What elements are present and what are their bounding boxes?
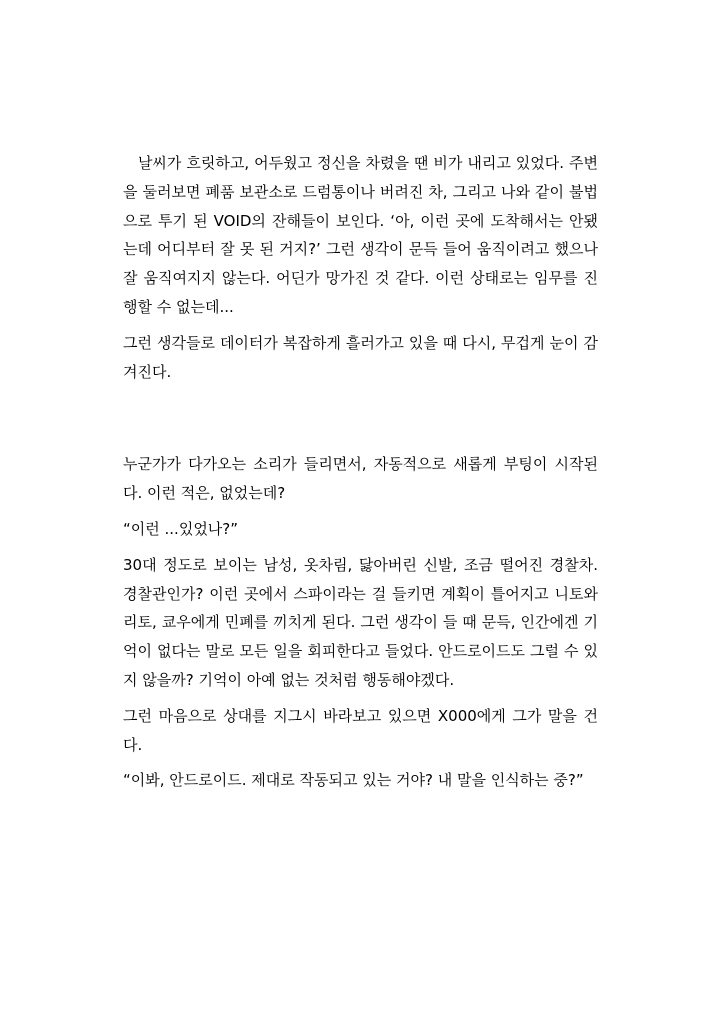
dialogue-line-1: “이런 ...있었나?” (123, 519, 239, 538)
paragraph-police-officer: 30대 정도로 보이는 남성, 옷차림, 닳아버린 신발, 조금 떨어진 경찰차. 경찰관인가? 이런 곳에서 스파이라는 걸 들키면 계획이 틀어지고 니토와 리토, 쿄우에게 민폐를 끼치게 된다. 그런 생각이 들 때 문득, 인간에겐 기억이 없다는 말로 모든 일을 회피한다고 들었다. 안드로이드도 그럴 수 있지 않을까? 기억이 아예 없는 것처럼 행동해야겠다. (123, 555, 603, 689)
section-gap (123, 393, 598, 450)
paragraph-eyes-closing: 그런 생각들로 데이터가 복잡하게 흘러가고 있을 때 다시, 무겁게 눈이 감겨진다. (123, 333, 598, 381)
paragraph-he-speaks: 그런 마음으로 상대를 지그시 바라보고 있으면 X000에게 그가 말을 건다. (123, 706, 598, 754)
paragraph-rebooting: 누군가가 다가오는 소리가 들리면서, 자동적으로 새롭게 부팅이 시작된다. 이런 적은, 없었는데? (123, 455, 598, 503)
story-text (123, 149, 603, 802)
dialogue-line-2: “이봐, 안드로이드. 제대로 작동되고 있는 거야? 내 말을 인식하는 중?” (123, 771, 584, 790)
paragraph-waking-in-rain: 날씨가 흐릿하고, 어두웠고 정신을 차렸을 땐 비가 내리고 있었다. 주변을 둘러보면 폐품 보관소로 드럼통이나 버려진 차, 그리고 나와 같이 불법으로 투기 된 VOID의 잔해들이 보인다. ‘아, 이런 곳에 도착해서는 안됐는데 어디부터 잘 못 된 거지?’ 그런 생각이 문득 들어 움직이려고 했으나 잘 움직여지지 않는다. 어딘가 망가진 것 같다. 이런 상태로는 임무를 진행할 수 없는데... (123, 154, 603, 316)
